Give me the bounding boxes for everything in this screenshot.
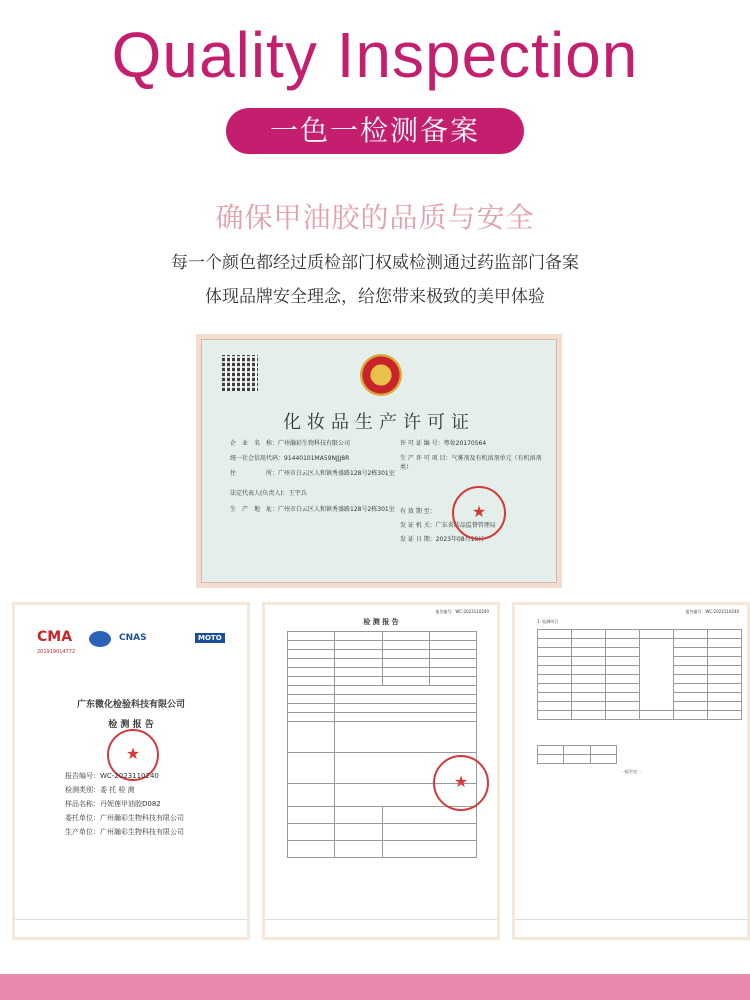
results-table: [537, 629, 742, 720]
license-row: 企 业 名 称：广州瀚彩生物科技有限公司: [230, 440, 351, 447]
official-seal-icon: ★: [107, 729, 159, 781]
report-number: 报告编号：WC-2023110240: [435, 609, 489, 614]
license-row: 生 产 地 址：广州市白云区人和镇秀盛路128号2栋301室: [230, 506, 395, 513]
description-line-1: 每一个颜色都经过质检部门权威检测通过药监部门备案: [171, 253, 579, 273]
report-results-image: [512, 602, 750, 940]
national-emblem-icon: [360, 354, 402, 396]
section-heading: 1. 检测项目: [537, 619, 559, 624]
bottom-bar: [0, 974, 750, 1000]
section-pill: 一色一检测备案: [226, 108, 524, 154]
license-row: 许 可 证 编 号：粤妆20170564: [400, 440, 487, 447]
description-line-2: 体现品牌安全理念，给您带来极致的美甲体验: [205, 287, 545, 307]
report-end-note: 一报告完一: [621, 769, 641, 774]
report-footer: [15, 919, 247, 937]
report-detail-image: [262, 602, 500, 940]
report-field: 样品名称：丹妮莲甲油胶D082: [65, 800, 161, 808]
license-frame: [201, 339, 557, 583]
ilac-logo-icon: [89, 631, 111, 647]
official-seal-icon: ★: [433, 755, 489, 811]
report-title: 检 测 报 告: [363, 618, 399, 626]
report-table: [287, 631, 477, 858]
qr-code-icon: [222, 355, 258, 391]
results-table-small: [537, 745, 617, 764]
cma-logo: CMA: [37, 629, 73, 645]
company-name: 广东微化检验科技有限公司: [76, 700, 185, 710]
cnas-logo: CNAS: [119, 633, 147, 643]
report-footer: [265, 919, 497, 937]
report-field: 委托单位：广州瀚彩生物科技有限公司: [65, 814, 184, 822]
report-field: 检测类别：委 托 检 测: [65, 786, 135, 794]
report-title: 检 测 报 告: [108, 720, 154, 730]
official-seal-icon: ★: [452, 486, 506, 540]
license-row: 住 所：广州市白云区人和镇秀盛路128号2栋301室: [230, 470, 395, 477]
license-row: 发 证 日 期：2023年08月10日: [400, 536, 485, 543]
license-row: 统一社会信用代码：91440101MA59NJJJ8R: [230, 455, 350, 462]
subtitle: 确保甲油胶的品质与安全: [215, 201, 535, 234]
license-row: 法定代表人(负责人)：王宇兵: [230, 490, 307, 497]
license-row: 生 产 许 可 项 目：气雾剂及有机溶剂单元（有机溶剂类）: [400, 455, 542, 471]
license-title: 化妆品生产许可证: [283, 412, 475, 433]
report-number: 报告编号：WC-2023110240: [685, 609, 739, 614]
license-row: 发 证 机 关：广东省药品监督管理局: [400, 522, 496, 529]
report-number: 报告编号：WC-2023110240: [65, 772, 159, 780]
production-license-image: [196, 334, 562, 588]
license-row: 有 效 期 至：: [400, 508, 436, 515]
moto-logo: MOTO: [195, 633, 225, 643]
report-cover-image: [12, 602, 250, 940]
cma-code: 201919014772: [37, 649, 76, 655]
report-footer: [515, 919, 747, 937]
page-title: Quality Inspection: [111, 19, 639, 91]
report-field: 生产单位：广州瀚彩生物科技有限公司: [65, 828, 184, 836]
